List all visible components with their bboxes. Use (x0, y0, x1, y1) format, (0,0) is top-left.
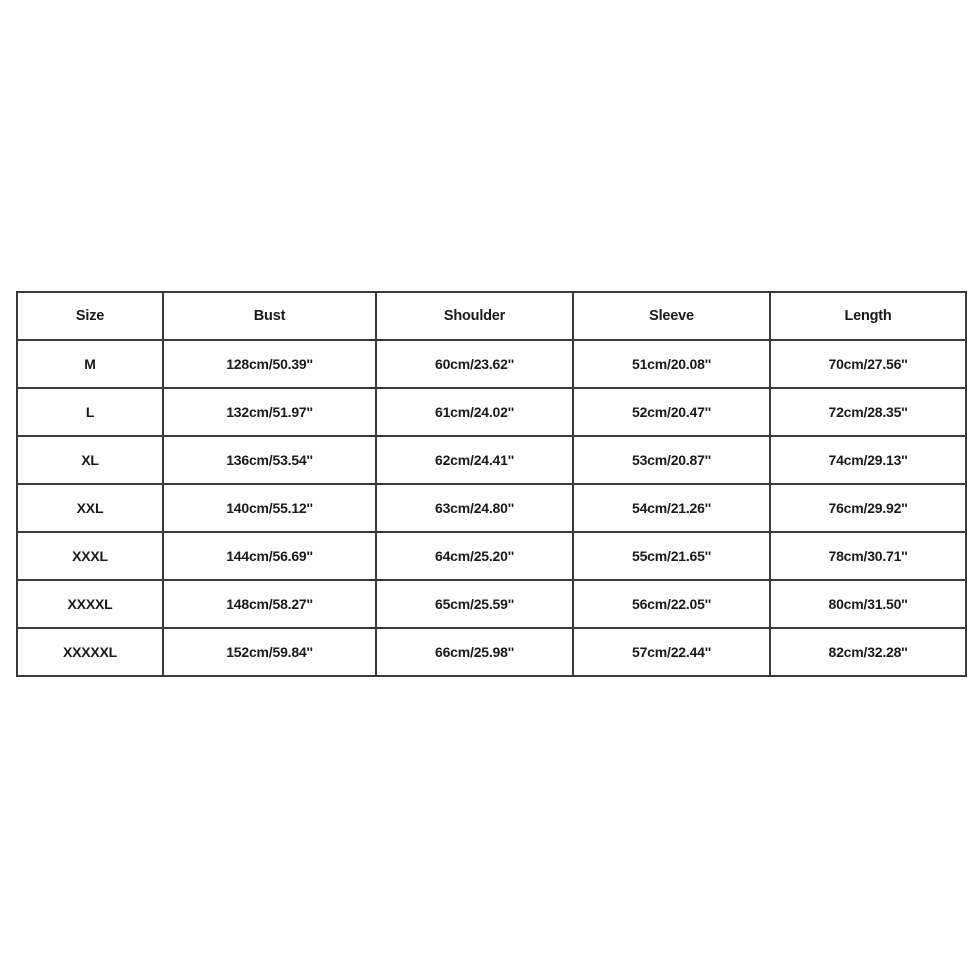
cell-sleeve: 51cm/20.08'' (573, 340, 770, 388)
header-shoulder: Shoulder (376, 292, 573, 340)
cell-length: 72cm/28.35'' (770, 388, 966, 436)
cell-shoulder: 62cm/24.41'' (376, 436, 573, 484)
cell-sleeve: 53cm/20.87'' (573, 436, 770, 484)
size-chart-table (16, 291, 967, 677)
cell-bust: 148cm/58.27'' (163, 580, 376, 628)
cell-bust: 144cm/56.69'' (163, 532, 376, 580)
cell-size: XXL (17, 484, 163, 532)
cell-bust: 140cm/55.12'' (163, 484, 376, 532)
header-size: Size (17, 292, 163, 340)
cell-shoulder: 66cm/25.98'' (376, 628, 573, 676)
header-length: Length (770, 292, 966, 340)
cell-size: XXXXL (17, 580, 163, 628)
cell-sleeve: 56cm/22.05'' (573, 580, 770, 628)
table-row (17, 484, 966, 532)
cell-sleeve: 57cm/22.44'' (573, 628, 770, 676)
cell-sleeve: 54cm/21.26'' (573, 484, 770, 532)
cell-length: 78cm/30.71'' (770, 532, 966, 580)
cell-bust: 132cm/51.97'' (163, 388, 376, 436)
table-row (17, 628, 966, 676)
cell-length: 74cm/29.13'' (770, 436, 966, 484)
cell-length: 76cm/29.92'' (770, 484, 966, 532)
cell-bust: 136cm/53.54'' (163, 436, 376, 484)
cell-length: 82cm/32.28'' (770, 628, 966, 676)
cell-size: XXXXXL (17, 628, 163, 676)
header-bust: Bust (163, 292, 376, 340)
table-row (17, 340, 966, 388)
cell-length: 70cm/27.56'' (770, 340, 966, 388)
cell-shoulder: 61cm/24.02'' (376, 388, 573, 436)
cell-shoulder: 65cm/25.59'' (376, 580, 573, 628)
cell-bust: 152cm/59.84'' (163, 628, 376, 676)
cell-size: M (17, 340, 163, 388)
cell-length: 80cm/31.50'' (770, 580, 966, 628)
header-sleeve: Sleeve (573, 292, 770, 340)
table-row (17, 436, 966, 484)
table-row (17, 532, 966, 580)
cell-shoulder: 60cm/23.62'' (376, 340, 573, 388)
table-header-row (17, 292, 966, 340)
cell-bust: 128cm/50.39'' (163, 340, 376, 388)
cell-size: L (17, 388, 163, 436)
cell-sleeve: 55cm/21.65'' (573, 532, 770, 580)
cell-sleeve: 52cm/20.47'' (573, 388, 770, 436)
cell-size: XL (17, 436, 163, 484)
cell-shoulder: 64cm/25.20'' (376, 532, 573, 580)
cell-shoulder: 63cm/24.80'' (376, 484, 573, 532)
cell-size: XXXL (17, 532, 163, 580)
table-row (17, 580, 966, 628)
table-row (17, 388, 966, 436)
